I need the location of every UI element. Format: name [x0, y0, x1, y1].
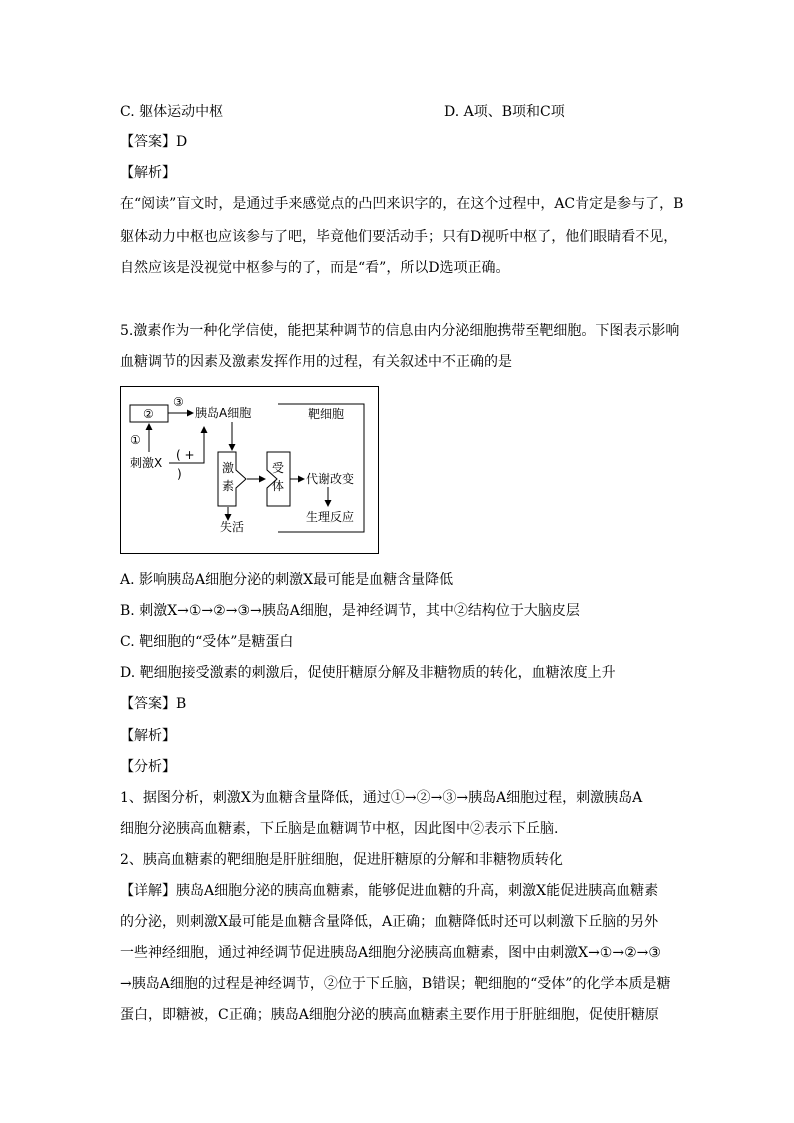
plus-label: ( +: [176, 448, 195, 462]
q5-option-d: D. 靶细胞接受激素的刺激后，促使肝糖原分解及非糖物质的转化，血糖浓度上升: [120, 665, 616, 681]
q5-body-line-4: 【详解】胰岛A细胞分泌的胰高血糖素，能够促进血糖的升高，刺激X能促进胰高血糖素: [120, 883, 659, 899]
q4-analysis-line-2: 躯体动力中枢也应该参与了吧，毕竟他们要活动手；只有D视听中枢了，他们眼睛看不见，: [120, 229, 678, 245]
q5-body-line-6: 一些神经细胞，通过神经调节促进胰岛A细胞分泌胰高血糖素，图中由刺激X→①→②→③: [120, 945, 661, 961]
q5-body-line-8: 蛋白，即糖被，C正确；胰岛A细胞分泌的胰高血糖素主要作用于肝脏细胞，促使肝糖原: [120, 1007, 659, 1023]
q5-body-line-5: 的分泌，则刺激X最可能是血糖含量降低，A正确；血糖降低时还可以刺激下丘脑的另外: [120, 914, 659, 930]
q5-body-line-3: 2、胰高血糖素的靶细胞是肝脏细胞，促进肝糖原的分解和非糖物质转化: [120, 852, 563, 868]
q5-analysis-label: 【解析】: [120, 728, 176, 744]
q5-option-a: A. 影响胰岛A细胞分泌的刺激X最可能是血糖含量降低: [120, 572, 454, 588]
q5-stem-line-1: 5.激素作为一种化学信使，能把某种调节的信息由内分泌细胞携带至靶细胞。下图表示影响: [120, 323, 680, 339]
q5-breakdown-label: 【分析】: [120, 759, 176, 775]
q5-answer: 【答案】B: [120, 696, 187, 712]
q4-answer: 【答案】D: [120, 134, 188, 150]
q5-option-b: B. 刺激X→①→②→③→胰岛A细胞，是神经调节，其中②结构位于大脑皮层: [120, 603, 580, 619]
receptor-char-1: 受: [272, 461, 285, 475]
num-3-label: ③: [173, 395, 184, 409]
receptor-char-2: 体: [272, 479, 285, 493]
q4-option-c: C. 躯体运动中枢: [120, 104, 224, 120]
hormone-char-2: 素: [222, 479, 235, 493]
q4-option-d: D. A项、B项和C项: [444, 104, 565, 120]
target-cell-label: 靶细胞: [308, 407, 345, 421]
q4-analysis-line-1: 在“阅读”盲文时，是通过手来感觉点的凸凹来识字的，在这个过程中，AC肯定是参与了，B: [120, 196, 684, 212]
paren-close-label: ): [177, 467, 182, 481]
q4-analysis-line-3: 自然应该是没视觉中枢参与的了，而是“看”，所以D选项正确。: [120, 260, 510, 276]
q5-option-c: C. 靶细胞的“受体”是糖蛋白: [120, 634, 294, 650]
metabolic-change-label: 代谢改变: [306, 472, 355, 486]
islet-a-cell-label: 胰岛A细胞: [195, 406, 252, 420]
q5-body-line-2: 细胞分泌胰高血糖素，下丘脑是血糖调节中枢，因此图中②表示下丘脑.: [120, 821, 559, 837]
q5-stem-line-2: 血糖调节的因素及激素发挥作用的过程，有关叙述中不正确的是: [120, 354, 512, 370]
q5-body-line-7: →胰岛A细胞的过程是神经调节，②位于下丘脑，B错误；靶细胞的“受体”的化学本质是糖: [120, 976, 671, 992]
q5-body-line-1: 1、据图分析，刺激X为血糖含量降低，通过①→②→③→胰岛A细胞过程，刺激胰岛A: [120, 790, 643, 806]
stimulus-x-label: 刺激X: [130, 456, 163, 470]
physio-response-label: 生理反应: [306, 510, 355, 524]
hormone-regulation-diagram: [120, 386, 380, 554]
box-2-label: ②: [143, 407, 154, 421]
inactivation-label: 失活: [220, 520, 245, 534]
q4-analysis-label: 【解析】: [120, 165, 176, 181]
num-1-label: ①: [130, 433, 141, 447]
hormone-char-1: 激: [222, 461, 235, 475]
